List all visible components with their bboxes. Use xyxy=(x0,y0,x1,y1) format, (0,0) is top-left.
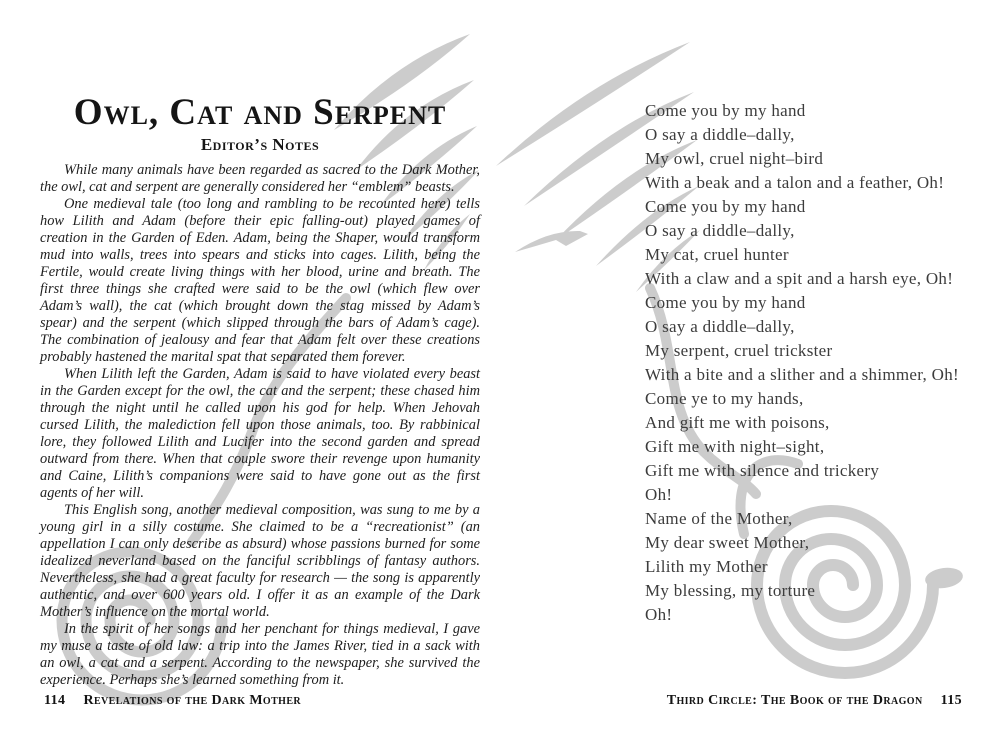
page-number-right: 115 xyxy=(940,693,962,708)
poem-line: My owl, cruel night–bird xyxy=(645,149,824,168)
poem-line: O say a diddle–dally, xyxy=(645,317,795,336)
poem-line: My dear sweet Mother, xyxy=(645,533,810,552)
poem-line: My serpent, cruel trickster xyxy=(645,341,833,360)
poem-line: With a bite and a slither and a shimmer, Oh! xyxy=(645,365,959,384)
poem-line: O say a diddle–dally, xyxy=(645,221,795,240)
poem-line: With a beak and a talon and a feather, Oh! xyxy=(645,173,945,192)
poem-line: Name of the Mother, xyxy=(645,509,793,528)
page-number-left: 114 xyxy=(44,693,66,708)
body-paragraph: This English song, another medieval composition, was sung to me by a young girl in a silly costume. She claimed to be a “recreationist” (an appellation I can only describe as absurd) whose passions burned for some idealized neverland based on the fanciful scribblings of fantasy authors. Nevertheless, she had a great faculty for research — the song is apparently authentic, and over 600 years old. I offer it as an example of the Dark Mother’s influence on the mortal world. xyxy=(40,502,480,620)
poem-line: My cat, cruel hunter xyxy=(645,245,789,264)
poem xyxy=(645,99,975,627)
poem-line: Gift me with night–sight, xyxy=(645,437,825,456)
poem-line: Come you by my hand xyxy=(645,101,806,120)
left-page xyxy=(40,94,480,689)
body-paragraph: In the spirit of her songs and her penchant for things medieval, I gave my muse a taste of old law: a trip into the James River, tied in a sack with an owl, a cat and a serpent. According to the newspaper, she survived the experience. Perhaps she’s learned something from it. xyxy=(40,621,480,688)
editor-notes-body xyxy=(40,162,480,689)
poem-line: And gift me with poisons, xyxy=(645,413,830,432)
section-subtitle: Editor’s Notes xyxy=(200,135,320,154)
poem-line: Oh! xyxy=(645,605,673,624)
body-paragraph: When Lilith left the Garden, Adam is said to have violated every beast in the Garden except for the owl, the cat and the serpent; these chased him through the night until he called upon his god for help. When Jehovah cursed Lilith, the malediction fell upon those animals, too. By rabbinical lore, they followed Lilith and Lucifer into the second garden and spread outward from there. When that couple swore their revenge upon humanity and Caine, Lilith’s companions were said to have gone out as the first agents of her will. xyxy=(40,366,480,501)
poem-line: Gift me with silence and trickery xyxy=(645,461,880,480)
body-paragraph: While many animals have been regarded as sacred to the Dark Mother, the owl, cat and serpent are generally considered her “emblem” beasts. xyxy=(40,162,480,195)
poem-line: Lilith my Mother xyxy=(645,557,768,576)
footer-left xyxy=(44,693,301,709)
chapter-title: Owl, Cat and Serpent xyxy=(73,92,447,133)
poem-line: O say a diddle–dally, xyxy=(645,125,795,144)
poem-line: Come you by my hand xyxy=(645,197,806,216)
poem-line: With a claw and a spit and a harsh eye, Oh! xyxy=(645,269,954,288)
poem-line: Oh! xyxy=(645,485,673,504)
poem-line: Come you by my hand xyxy=(645,293,806,312)
running-title-right: Third Circle: The Book of the Dragon xyxy=(666,693,923,708)
body-paragraph: One medieval tale (too long and rambling to be recounted here) tells how Lilith and Adam (before their epic falling-out) played games of creation in the Garden of Eden. Adam, being the Shaper, would transform mud into walls, trees into spears and sticks into cages. Lilith, being the Fertile, would create living things with her blood, urine and breath. The first three things she crafted were said to be the owl (which flew over Adam’s wall), the cat (which brought down the stag missed by Adam’s spear) and the serpent (which slipped through the bars of Adam’s cage). The combination of jealousy and fear that Adam felt over these creations probably hastened the marital spat that separated them forever. xyxy=(40,196,480,365)
poem-line: My blessing, my torture xyxy=(645,581,816,600)
poem-line: Come ye to my hands, xyxy=(645,389,804,408)
running-title-left: Revelations of the Dark Mother xyxy=(83,693,302,708)
footer-right xyxy=(667,693,962,709)
